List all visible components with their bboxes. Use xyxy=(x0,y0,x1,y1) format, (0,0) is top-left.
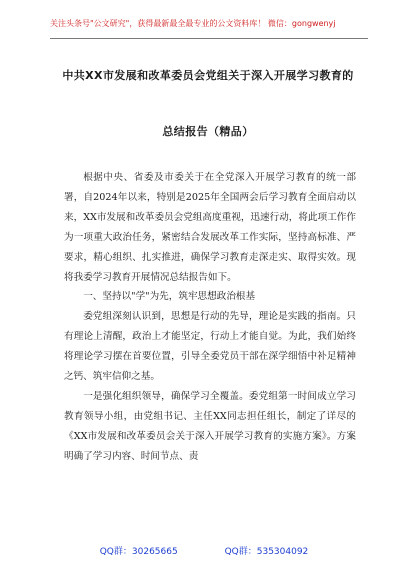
paragraph-section-1: 委党组深刻认识到，思想是行动的先导，理论是实践的指南。只有理论上清醒，政治上才能坚定，行动上才能自觉。为此，我们始终将理论学习摆在首要位置，引导全委党员干部在深学细悟中补足精神之钙、筑牢信仰之基。 xyxy=(64,311,356,383)
footer-qq-group-1: QQ群：30265665 xyxy=(99,547,178,557)
document-body xyxy=(64,168,356,467)
footer-contacts xyxy=(0,544,408,557)
header-banner: 关注头条号"公文研究"，获得最新最全最专业的公文资料库！ 微信：gongwenyj xyxy=(50,18,368,39)
document-title-line-1: 中共XX市发展和改革委员会党组关于深入开展学习教育的 xyxy=(62,69,354,82)
document-title-line-2: 总结报告（精品） xyxy=(162,125,254,138)
paragraph-intro: 根据中央、省委及市委关于在全党深入开展学习教育的统一部署，自2024年以来，特别是2025年全国两会后学习教育全面启动以来，XX市发展和改革委员会党组高度重视，迅速行动，将此项工作作为一项重大政治任务，紧密结合发展改革工作实际，坚持高标准、严要求，精心组织、扎实推进，确保学习教育走深走实、取得实效。现将我委学习教育开展情况总结报告如下。 xyxy=(64,172,356,283)
section-heading-1: 一、坚持以"学"为先，筑牢思想政治根基 xyxy=(83,291,256,303)
paragraph-point-1: 一是强化组织领导，确保学习全覆盖。委党组第一时间成立学习教育领导小组，由党组书记、主任XX同志担任组长，制定了详尽的《XX市发展和改革委员会关于深入开展学习教育的实施方案》。方案明确了学习内容、时间节点、责 xyxy=(64,390,356,462)
footer-qq-group-2: QQ群：535304092 xyxy=(224,547,309,557)
